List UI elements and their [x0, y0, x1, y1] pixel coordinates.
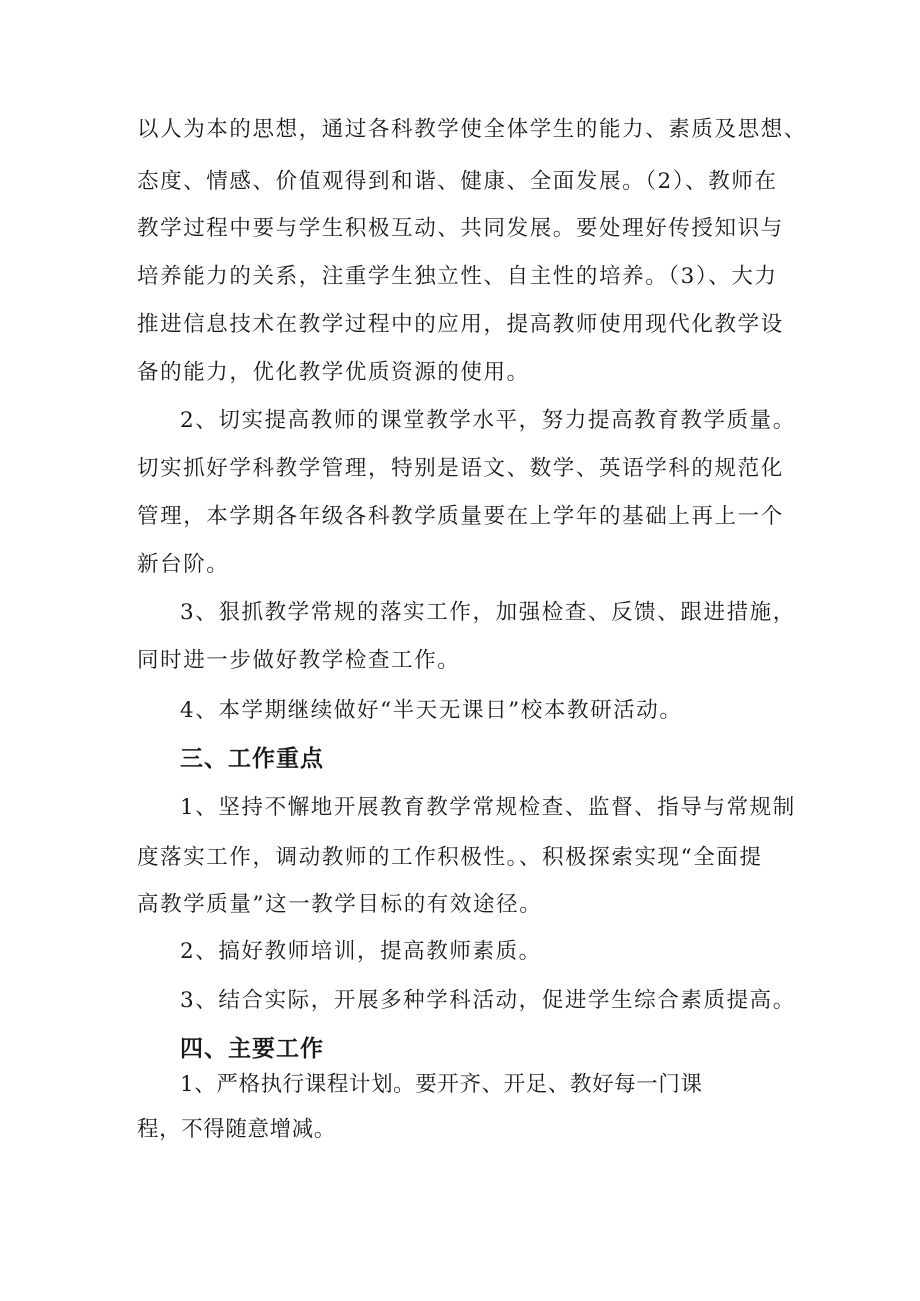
paragraph-line: 新台阶。: [137, 552, 230, 577]
paragraph-line: 切实抓好学科教学管理，特别是语文、数学、英语学科的规范化: [137, 456, 784, 481]
paragraph-line: 推进信息技术在教学过程中的应用，提高教师使用现代化教学设: [137, 312, 784, 337]
paragraph-line: 2、切实提高教师的课堂教学水平，努力提高教育教学质量。: [180, 408, 796, 433]
paragraph-line: 备的能力，优化教学优质资源的使用。: [137, 360, 530, 385]
paragraph-line: 3、狠抓教学常规的落实工作，加强检查、反馈、跟进措施，: [180, 600, 796, 625]
paragraph-line: 高教学质量”这一教学目标的有效途径。: [137, 892, 543, 917]
paragraph-line: 教学过程中要与学生积极互动、共同发展。要处理好传授知识与: [137, 216, 784, 241]
paragraph-line: 4、本学期继续做好“半天无课日”校本教研活动。: [180, 698, 683, 723]
paragraph-line: 2、搞好教师培训，提高教师素质。: [180, 939, 542, 964]
paragraph-line: 1、坚持不懈地开展教育教学常规检查、监督、指导与常规制: [180, 795, 796, 820]
paragraph-line: 1、严格执行课程计划。要开齐、开足、教好每一门课: [180, 1072, 703, 1097]
paragraph-line: 度落实工作，调动教师的工作积极性。、积极探索实现“全面提: [137, 845, 763, 870]
paragraph-line: 以人为本的思想，通过各科教学使全体学生的能力、素质及思想、: [137, 117, 807, 142]
paragraph-line: 3、结合实际，开展多种学科活动，促进学生综合素质提高。: [180, 988, 796, 1013]
section-heading-main-work: 四、主要工作: [180, 1036, 324, 1062]
section-heading-key-points: 三、工作重点: [180, 746, 324, 772]
paragraph-line: 管理，本学期各年级各科教学质量要在上学年的基础上再上一个: [137, 504, 784, 529]
paragraph-line: 同时进一步做好教学检查工作。: [137, 648, 461, 673]
paragraph-line: 程，不得随意增减。: [137, 1117, 336, 1142]
paragraph-line: 态度、情感、价值观得到和谐、健康、全面发展。（2）、教师在: [137, 169, 778, 194]
paragraph-line: 培养能力的关系，注重学生独立性、自主性的培养。（3）、大力: [137, 264, 778, 289]
